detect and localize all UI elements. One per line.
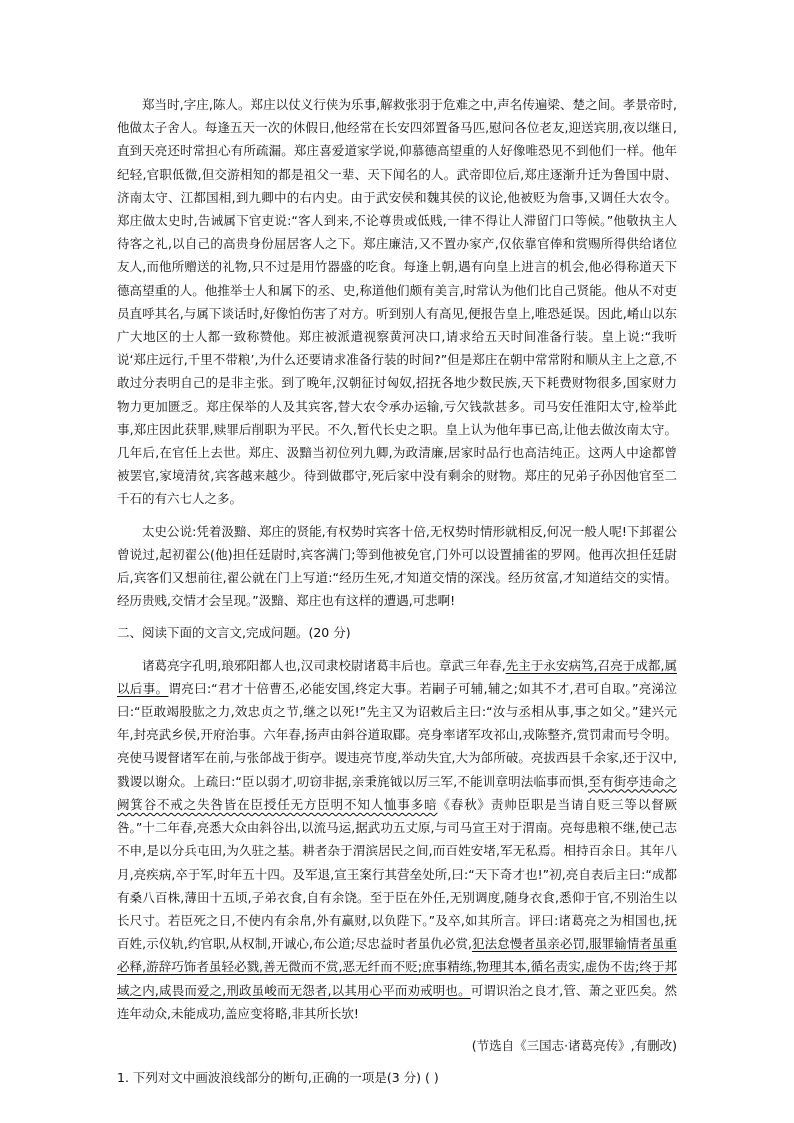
passage-paragraph-1: 郑当时,字庄,陈人。郑庄以仗义行侠为乐事,解救张羽于危难之中,声名传遍梁、楚之间。孝景帝时,他做太子舍人。每逢五天一次的休假日,他经常在长安四郊置备马匹,慰问各位老友,迎送宾朋,夜以继日,直到天亮还时常担心有所疏漏。郑庄喜爱道家学说,仰慕德高望重的人好像唯恐见不到他们一样。他年纪轻,官职低微,但交游相知的都是祖父一辈、天下闻名的人。武帝即位后,郑庄逐渐升迁为鲁国中尉、济南太守、江都国相,到九卿中的右内史。由于武安侯和魏其侯的议论,他被贬为詹事,又调任大农令。郑庄做太史时,告诫属下官吏说:“客人到来,不论尊贵或低贱,一律不得让人滞留门口等候。”他敬执主人待客之礼,以自己的高贵身份屈居客人之下。郑庄廉洁,又不置办家产,仅依靠官俸和赏赐所得供给诸位友人,而他所赠送的礼物,只不过是用竹器盛的吃食。每逢上朝,遇有向皇上进言的机会,他必得称道天下德高望重的人。他推举士人和属下的丞、史,称道他们颇有美言,时常认为他们比自己贤能。他从不对吏员直呼其名,与属下谈话时,好像怕伤害了对方。听到别人有高见,便报告皇上,唯恐延误。因此,崤山以东广大地区的士人都一致称赞他。郑庄被派遣视察黄河决口,请求给五天时间准备行装。皇上说:“我听说‘郑庄远行,千里不带粮’,为什么还要请求准备行装的时间?”但是郑庄在朝中常常附和顺从主上之意,不敢过分表明自己的是非主张。到了晚年,汉朝征讨匈奴,招抚各地少数民族,天下耗费财物很多,国家财力物力更加匮乏。郑庄保举的人及其宾客,替大农令承办运输,亏欠钱款甚多。司马安任淮阳太守,检举此事,郑庄因此获罪,赎罪后削职为平民。不久,暂代长史之职。皇上认为他年事已高,让他去做汝南太守。几年后,在官任上去世。郑庄、汲黯当初位列九卿,为政清廉,居家时品行也高洁纯正。这两人中途都曾被罢官,家境清贫,宾客越来越少。待到做郡守,死后家中没有剩余的财物。郑庄的兄弟子孙因他官至二千石的有六七人之多。 [117,97,677,507]
underlined-segment: 犯法怠慢者虽亲必罚,服罪输情者虽重必释,游辞巧饰者虽轻必戮,善无微而不赏,恶无纤而不贬;庶事精练,物理其本,循名责实,虚伪不齿;终于邦域之内,咸畏而爱之,刑政虽峻而无怨者,以其用心平而劝戒明也。 [117,936,677,998]
underlined-segment: 先主于永安病笃,召亮于成都,属以后事。 [117,657,677,696]
text-segment: 谓亮曰:“君才十倍曹丕,必能安国,终定大事。若嗣子可辅,辅之;如其不才,君可自取。”亮涕泣曰:“臣敢竭股肱之力,效忠贞之节,继之以死!”先主又为诏敕后主曰:“汝与丞相从事,事之如父。”建兴元年,封亮武乡侯,开府治事。六年春,扬声由斜谷道取郿。亮身率诸军攻祁山,戎陈整齐,赏罚肃而号令明。亮使马谡督诸军在前,与张郃战于街亭。谡违亮节度,举动失宜,大为郃所破。亮拔西县千余家,还于汉中,戮谡以谢众。上疏曰:“臣以弱才,叨窃非据,亲秉旄钺以厉三军,不能训章明法临事而惧, [117,680,677,789]
question-1: 1. 下列对文中画波浪线部分的断句,正确的一项是(3 分) ( ) [117,1070,439,1086]
wavy-underlined-segment: 至有街亭违命之阙箕谷不戒之失咎皆在臣授任无方臣明不知人恤事多暗 [117,773,677,812]
paragraph-gap [117,645,677,654]
paragraph-gap [117,1025,677,1034]
passage-paragraph-2: 太史公说:凭着汲黯、郑庄的贤能,有权势时宾客十倍,无权势时情形就相反,何况一般人呢!下邽翟公曾说过,起初翟公(他)担任廷尉时,宾客满门;等到他被免官,门外可以设置捕雀的罗网。他再次担任廷尉后,宾客们又想前往,翟公就在门上写道:“经历生死,才知道交情的深浅。经历贫富,才知道结交的实情。经历贵贱,交情才会呈现。”汲黯、郑庄也有这样的遭遇,可悲啊! [117,523,677,609]
source-citation: (节选自《三国志·诸葛亮传》,有删改) [471,1037,677,1053]
text-segment: 可谓识治之良才,管、萧之亚匹矣。然连年动众,未能成功,盖应变将略,非其所长欤! [117,982,678,1021]
paragraph-gap [117,612,677,621]
document-page [117,93,677,1089]
section-heading: 二、阅读下面的文言文,完成问题。(20 分) [117,625,351,641]
paragraph-gap [117,511,677,520]
text-segment: 诸葛亮字孔明,琅邪阳都人也,汉司隶校尉诸葛丰后也。章武三年春, [142,657,506,673]
paragraph-gap [117,1057,677,1066]
text-segment: 《春秋》责帅臣职是当请自贬三等以督厥咎。”十二年春,亮悉大众由斜谷出,以流马运,据武功五丈原,与司马宣王对于渭南。亮每患粮不继,使己志不申,是以分兵屯田,为久驻之基。耕者杂于渭滨居民之间,而百姓安堵,军无私焉。相持百余日。其年八月,亮疾病,卒于军,时年五十四。及军退,宣王案行其营垒处所,曰:“天下奇才也!”初,亮自表后主曰:“成都有桑八百株,薄田十五顷,子弟衣食,自有余饶。至于臣在外任,无别调度,随身衣食,悉仰于官,不别治生以长尺寸。若臣死之日,不使内有余帛,外有赢财,以负陛下。”及卒,如其所言。评曰:诸葛亮之为相国也,抚百姓,示仪轨,约官职,从权制,开诚心,布公道;尽忠益时者虽仇必赏, [117,796,677,952]
classical-text [117,654,677,1025]
